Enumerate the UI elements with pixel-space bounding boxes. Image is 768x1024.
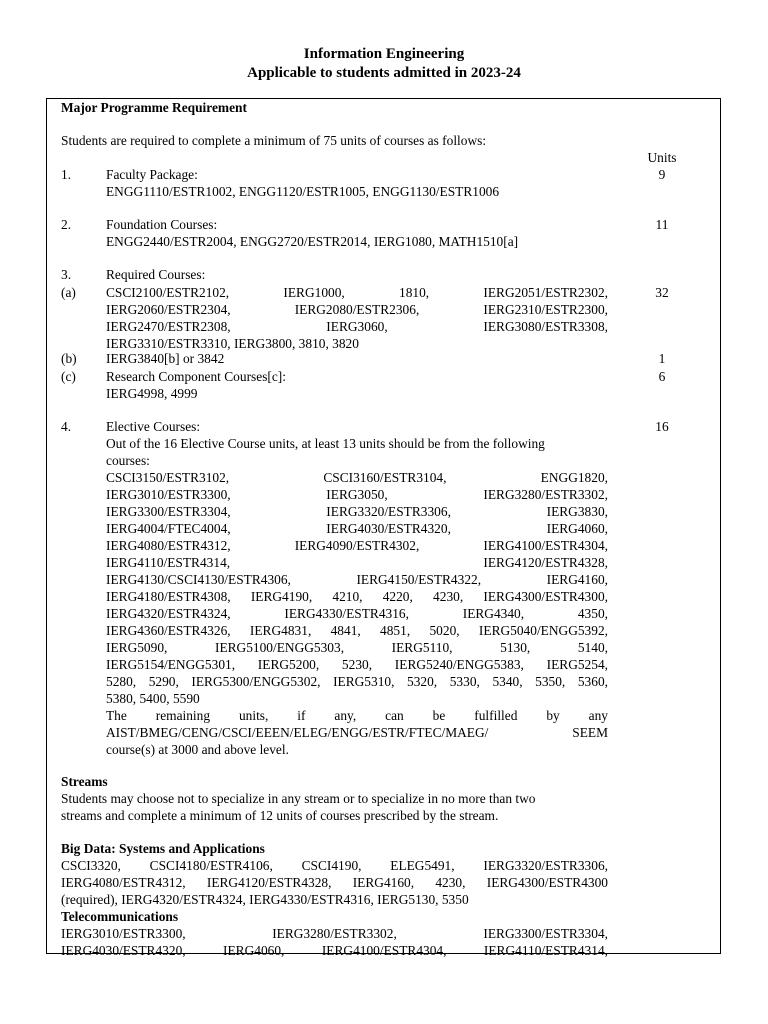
section-3a-line: IERG2470/ESTR2308, IERG3060, IERG3080/ESTR3308,	[106, 319, 608, 334]
section-3a-number: (a)	[61, 285, 76, 300]
streams-line: streams and complete a minimum of 12 units of courses prescribed by the stream.	[61, 808, 499, 823]
section-4-number: 4.	[61, 419, 72, 434]
document-subtitle: Applicable to students admitted in 2023-24	[247, 65, 521, 81]
elective-line: courses:	[106, 453, 150, 468]
section-3c-courses: IERG4998, 4999	[106, 386, 198, 401]
section-3c-title: Research Component Courses[c]:	[106, 369, 286, 384]
bigdata-line: CSCI3320, CSCI4180/ESTR4106, CSCI4190, ELEG5491, IERG3320/ESTR3306,	[61, 858, 608, 873]
major-intro: Students are required to complete a minimum of 75 units of courses as follows:	[61, 133, 487, 148]
streams-line: Students may choose not to specialize in any stream or to specialize in no more than two	[61, 791, 536, 806]
elective-line: IERG4180/ESTR4308, IERG4190, 4210, 4220, 4230, IERG4300/ESTR4300,	[106, 589, 608, 604]
section-2-title: Foundation Courses:	[106, 217, 218, 232]
major-heading: Major Programme Requirement	[61, 100, 247, 115]
elective-line: IERG4320/ESTR4324, IERG4330/ESTR4316, IERG4340, 4350,	[106, 606, 608, 621]
elective-line: IERG4360/ESTR4326, IERG4831, 4841, 4851, 5020, IERG5040/ENGG5392,	[106, 623, 608, 638]
section-4-units: 16	[655, 419, 669, 434]
section-1-courses: ENGG1110/ESTR1002, ENGG1120/ESTR1005, ENGG1130/ESTR1006	[106, 184, 500, 199]
section-3b-text: IERG3840[b] or 3842	[106, 351, 225, 366]
telecom-line: IERG3010/ESTR3300, IERG3280/ESTR3302, IERG3300/ESTR3304,	[61, 926, 608, 941]
elective-line: course(s) at 3000 and above level.	[106, 742, 289, 757]
section-2-number: 2.	[61, 217, 72, 232]
elective-line: IERG5090, IERG5100/ENGG5303, IERG5110, 5130, 5140,	[106, 640, 608, 655]
bigdata-line: (required), IERG4320/ESTR4324, IERG4330/ESTR4316, IERG5130, 5350	[61, 892, 469, 907]
section-3b-units: 1	[658, 351, 666, 366]
elective-line: IERG4130/CSCI4130/ESTR4306, IERG4150/ESTR4322, IERG4160,	[106, 572, 608, 587]
section-3c-number: (c)	[61, 369, 76, 384]
section-1-title: Faculty Package:	[106, 167, 198, 182]
elective-line: 5280, 5290, IERG5300/ENGG5302, IERG5310, 5320, 5330, 5340, 5350, 5360,	[106, 674, 608, 689]
elective-line: IERG3300/ESTR3304, IERG3320/ESTR3306, IERG3830,	[106, 504, 608, 519]
section-3a-line: IERG2060/ESTR2304, IERG2080/ESTR2306, IERG2310/ESTR2300,	[106, 302, 608, 317]
section-3a-line: IERG3310/ESTR3310, IERG3800, 3810, 3820	[106, 336, 359, 351]
bigdata-line: IERG4080/ESTR4312, IERG4120/ESTR4328, IERG4160, 4230, IERG4300/ESTR4300	[61, 875, 608, 890]
section-2-courses: ENGG2440/ESTR2004, ENGG2720/ESTR2014, IERG1080, MATH1510[a]	[106, 234, 519, 249]
elective-line: IERG4110/ESTR4314, IERG4120/ESTR4328,	[106, 555, 608, 570]
elective-line: IERG4080/ESTR4312, IERG4090/ESTR4302, IERG4100/ESTR4304,	[106, 538, 608, 553]
section-3c-units: 6	[658, 369, 666, 384]
section-3b-number: (b)	[61, 351, 77, 366]
section-3a-line: CSCI2100/ESTR2102, IERG1000, 1810, IERG2051/ESTR2302,	[106, 285, 608, 300]
section-2-units: 11	[655, 217, 669, 232]
section-1-units: 9	[658, 167, 666, 182]
elective-line: IERG3010/ESTR3300, IERG3050, IERG3280/ESTR3302,	[106, 487, 608, 502]
elective-line: IERG4004/FTEC4004, IERG4030/ESTR4320, IERG4060,	[106, 521, 608, 536]
section-3a-units: 32	[655, 285, 669, 300]
section-3-title: Required Courses:	[106, 267, 206, 282]
elective-line: The remaining units, if any, can be fulfilled by any	[106, 708, 608, 723]
section-3-number: 3.	[61, 267, 72, 282]
elective-line: Out of the 16 Elective Course units, at least 13 units should be from the following	[106, 436, 545, 451]
document-title: Information Engineering	[303, 46, 465, 62]
streams-heading: Streams	[61, 774, 108, 789]
elective-line: IERG5154/ENGG5301, IERG5200, 5230, IERG5240/ENGG5383, IERG5254,	[106, 657, 608, 672]
units-header: Units	[647, 150, 677, 165]
elective-line: AIST/BMEG/CENG/CSCI/EEEN/ELEG/ENGG/ESTR/FTEC/MAEG/ SEEM	[106, 725, 608, 740]
elective-line: 5380, 5400, 5590	[106, 691, 200, 706]
bigdata-heading: Big Data: Systems and Applications	[61, 841, 265, 856]
section-4-title: Elective Courses:	[106, 419, 201, 434]
telecom-line: IERG4030/ESTR4320, IERG4060, IERG4100/ESTR4304, IERG4110/ESTR4314,	[61, 943, 608, 958]
telecom-heading: Telecommunications	[61, 909, 179, 924]
section-1-number: 1.	[61, 167, 72, 182]
elective-line: CSCI3150/ESTR3102, CSCI3160/ESTR3104, ENGG1820,	[106, 470, 608, 485]
